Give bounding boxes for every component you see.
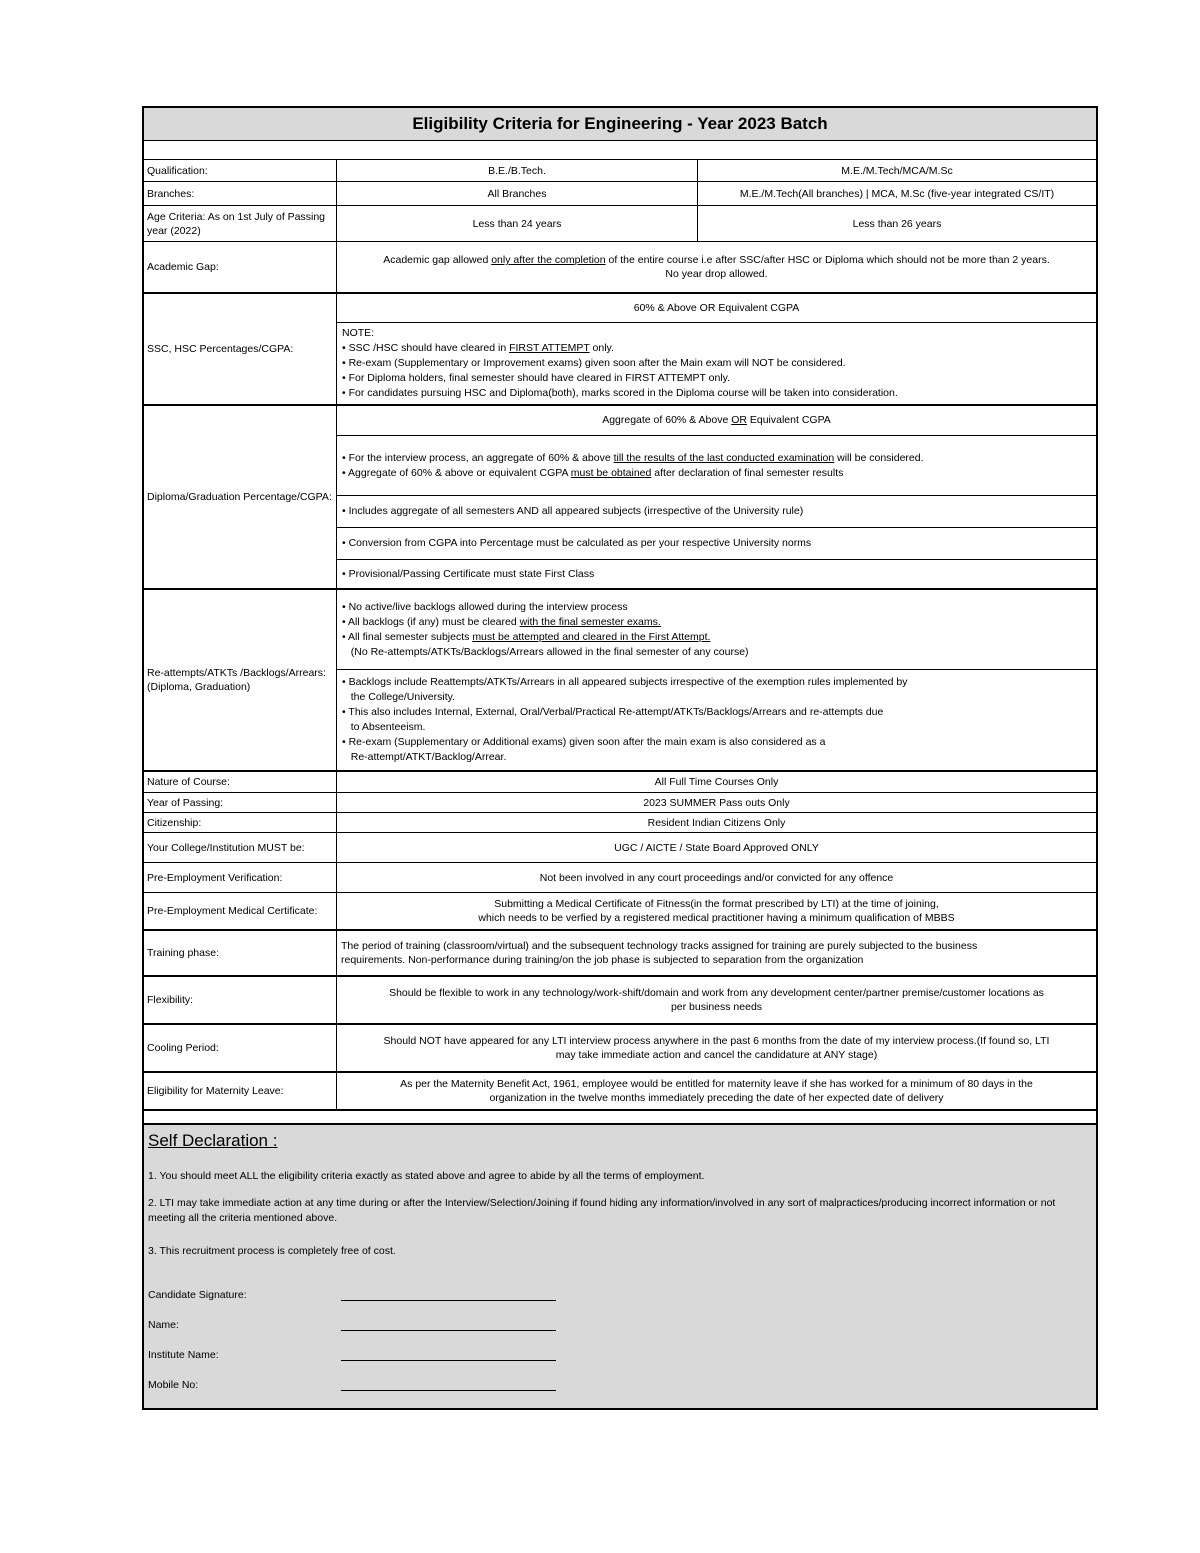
reattempts-a2 [342, 615, 1091, 630]
gap-text-underlined: only after the completion [491, 254, 606, 266]
diploma-note-1-post: will be considered. [834, 451, 924, 464]
training-line1: The period of training (classroom/virtual) and the subsequent technology tracks assigned for training are purely subjected to the business [341, 940, 978, 952]
maternity-value [337, 1073, 1096, 1109]
medical-row [144, 893, 1096, 931]
age-me: Less than 26 years [852, 217, 942, 230]
diploma-requirement-text [602, 413, 831, 428]
sheet-title: Eligibility Criteria for Engineering - Year 2023 Batch [144, 108, 1096, 141]
reattempts-b2: • This also includes Internal, External, Oral/Verbal/Practical Re-attempt/ATKTs/Backlogs/Arrears and re-attempts due [342, 706, 884, 718]
citizenship-row [144, 813, 1096, 833]
college-label: Your College/Institution MUST be: [144, 833, 337, 862]
name-label: Name: [148, 1319, 179, 1331]
academic-gap-label: Academic Gap: [144, 242, 337, 292]
diploma-req-pre: Aggregate of 60% & Above [602, 414, 732, 426]
age-be: Less than 24 years [337, 206, 698, 241]
mobile-row [148, 1361, 1092, 1391]
spacer-row [144, 141, 1096, 160]
ssc-note-1-post: only. [589, 342, 614, 354]
institute-row [148, 1331, 1092, 1361]
nature-label: Nature of Course: [144, 772, 337, 792]
reattempts-b3: • Re-exam (Supplementary or Additional exams) given soon after the main exam is also considered as a [342, 736, 826, 748]
academic-gap-row [144, 242, 1096, 294]
mobile-line[interactable] [341, 1378, 556, 1391]
training-line2: requirements. Non-performance during training/on the job phase is subjected to separation from the organization [341, 954, 864, 966]
verification-label: Pre-Employment Verification: [144, 863, 337, 892]
reattempts-a2-underlined: with the final semester exams. [519, 615, 661, 628]
branches-be: All Branches [337, 182, 698, 205]
diploma-note-2-pre: • Aggregate of 60% & above or equivalent CGPA [342, 466, 571, 479]
diploma-note-2-underlined: must be obtained [570, 466, 652, 479]
signature-line[interactable] [341, 1288, 556, 1301]
ssc-note-1 [342, 341, 1091, 356]
year-value: 2023 SUMMER Pass outs Only [643, 796, 790, 809]
ssc-note-2: • Re-exam (Supplementary or Improvement exams) given soon after the Main exam will NOT be considered. [342, 357, 846, 369]
self-declaration [144, 1124, 1096, 1408]
diploma-requirement [337, 406, 1096, 436]
signature-label: Candidate Signature: [148, 1289, 247, 1301]
diploma-note-1 [342, 451, 1091, 466]
branches-row [144, 182, 1096, 206]
verification-value: Not been involved in any court proceedings and/or convicted for any offence [539, 871, 894, 884]
college-value: UGC / AICTE / State Board Approved ONLY [614, 841, 819, 854]
gap-text-pre: Academic gap allowed [383, 254, 492, 266]
reattempts-b3b: Re-attempt/ATKT/Backlog/Arrear. [342, 751, 507, 763]
qualification-label: Qualification: [144, 160, 337, 181]
name-row [148, 1301, 1092, 1331]
declaration-point-1: 1. You should meet ALL the eligibility criteria exactly as stated above and agree to abide by all the terms of employment. [148, 1170, 705, 1182]
maternity-label: Eligibility for Maternity Leave: [144, 1073, 337, 1109]
reattempts-b1: • Backlogs include Reattempts/ATKTs/Arrears in all appeared subjects irrespective of the exemption rules implemented by [342, 676, 908, 688]
cooling-label: Cooling Period: [144, 1025, 337, 1071]
diploma-req-underlined: OR [731, 414, 747, 426]
college-row [144, 833, 1096, 863]
diploma-note-1-underlined: till the results of the last conducted examination [613, 451, 835, 464]
nature-row [144, 772, 1096, 793]
age-row [144, 206, 1096, 242]
self-declaration-title: Self Declaration : [148, 1131, 278, 1150]
signature-row [148, 1271, 1092, 1301]
reattempts-block-1 [337, 590, 1096, 670]
reattempts-a4: (No Re-attempts/ATKTs/Backlogs/Arrears allowed in the final semester of any course) [342, 645, 749, 658]
year-label: Year of Passing: [144, 793, 337, 812]
reattempts-b2b: to Absenteeism. [342, 721, 426, 733]
branches-label: Branches: [144, 182, 337, 205]
ssc-requirement: 60% & Above OR Equivalent CGPA [337, 294, 1096, 323]
declaration-point-3: 3. This recruitment process is completely free of cost. [148, 1245, 396, 1257]
qualification-row [144, 160, 1096, 182]
ssc-note-1-pre: • SSC /HSC should have cleared in [342, 342, 510, 354]
reattempts-a3 [342, 630, 1091, 645]
maternity-row [144, 1073, 1096, 1111]
ssc-label: SSC, HSC Percentages/CGPA: [144, 294, 337, 404]
reattempts-b1b: the College/University. [342, 691, 456, 703]
flexibility-value [337, 977, 1096, 1023]
verification-row [144, 863, 1096, 893]
mobile-label: Mobile No: [148, 1379, 199, 1391]
cooling-value [337, 1025, 1096, 1071]
gap-text-post: of the entire course i.e after SSC/after HSC or Diploma which should not be more than 2 years. [605, 254, 1050, 266]
maternity-line1: As per the Maternity Benefit Act, 1961, employee would be entitled for maternity leave if she has worked for a minimum of 80 days in the [400, 1078, 1033, 1090]
diploma-note-2-post: after declaration of final semester results [651, 466, 844, 479]
branches-me: M.E./M.Tech(All branches) | MCA, M.Sc (five-year integrated CS/IT) [739, 187, 1055, 200]
qualification-me: M.E./M.Tech/MCA/M.Sc [841, 164, 953, 177]
cooling-row [144, 1025, 1096, 1073]
ssc-note-1-underlined: FIRST ATTEMPT [509, 342, 590, 354]
reattempts-a2-pre: • All backlogs (if any) must be cleared [342, 615, 520, 628]
nature-value: All Full Time Courses Only [654, 776, 779, 788]
academic-gap-value [337, 242, 1096, 292]
diploma-note-4: • Conversion from CGPA into Percentage must be calculated as per your respective University norms [337, 528, 1096, 560]
medical-line1: Submitting a Medical Certificate of Fitness(in the format prescribed by LTI) at the time of joining, [494, 898, 939, 910]
citizenship-label: Citizenship: [144, 813, 337, 832]
flexibility-line2: per business needs [670, 1001, 763, 1013]
diploma-aggregate-notes [337, 436, 1096, 496]
reattempts-a3-pre: • All final semester subjects [342, 630, 473, 643]
eligibility-sheet [142, 106, 1098, 1410]
medical-value [337, 893, 1096, 929]
academic-gap-line2: No year drop allowed. [665, 268, 768, 280]
reattempts-row [144, 590, 1096, 772]
cooling-line2: may take immediate action and cancel the candidature at ANY stage) [555, 1049, 878, 1061]
year-row [144, 793, 1096, 813]
training-row [144, 931, 1096, 977]
reattempts-a1: • No active/live backlogs allowed during the interview process [342, 600, 628, 613]
flexibility-line1: Should be flexible to work in any technology/work-shift/domain and work from any development center/partner premise/customer locations as [389, 987, 1044, 999]
training-value [337, 931, 1096, 975]
ssc-row [144, 294, 1096, 406]
ssc-notes [337, 323, 1096, 404]
institute-line[interactable] [341, 1348, 556, 1361]
medical-line2: which needs to be verfied by a registered medical practitioner having a minimum qualification of MBBS [478, 912, 955, 924]
spacer-row-2 [144, 1111, 1096, 1124]
diploma-note-3: • Includes aggregate of all semesters AND all appeared subjects (irrespective of the University rule) [337, 496, 1096, 528]
ssc-note-3: • For Diploma holders, final semester should have cleared in FIRST ATTEMPT only. [342, 372, 731, 384]
training-label: Training phase: [144, 931, 337, 975]
ssc-note-4: • For candidates pursuing HSC and Diploma(both), marks scored in the Diploma course will be taken into consideration. [342, 387, 898, 399]
flexibility-label: Flexibility: [144, 977, 337, 1023]
diploma-note-5: • Provisional/Passing Certificate must state First Class [342, 567, 595, 580]
medical-label: Pre-Employment Medical Certificate: [144, 893, 337, 929]
diploma-row [144, 406, 1096, 590]
institute-label: Institute Name: [148, 1349, 219, 1361]
age-label: Age Criteria: As on 1st July of Passing year (2022) [144, 206, 337, 241]
reattempts-a3-underlined: must be attempted and cleared in the First Attempt. [472, 630, 711, 643]
citizenship-value: Resident Indian Citizens Only [647, 816, 786, 829]
name-line[interactable] [341, 1318, 556, 1331]
diploma-req-post: Equivalent CGPA [746, 414, 831, 426]
reattempts-label: Re-attempts/ATKTs /Backlogs/Arrears: (Diploma, Graduation) [144, 590, 337, 770]
diploma-label: Diploma/Graduation Percentage/CGPA: [144, 406, 337, 588]
flexibility-row [144, 977, 1096, 1025]
reattempts-block-2 [337, 670, 1096, 770]
cooling-line1: Should NOT have appeared for any LTI interview process anywhere in the past 6 months from the date of my interview process.(If found so, LTI [383, 1035, 1050, 1047]
maternity-line2: organization in the twelve months immediately preceding the date of her expected date of delivery [489, 1092, 944, 1104]
ssc-note-title: NOTE: [342, 327, 375, 339]
diploma-note-2 [342, 466, 1091, 481]
diploma-note-1-pre: • For the interview process, an aggregate of 60% & above [342, 451, 614, 464]
qualification-be: B.E./B.Tech. [337, 160, 698, 181]
declaration-point-2: 2. LTI may take immediate action at any time during or after the Interview/Selection/Joining if found hiding any information/involved in any sort of malpractices/producing incorrect information or not meeting all the criteria mentioned above. [148, 1197, 1056, 1224]
academic-gap-line1 [383, 253, 1050, 267]
